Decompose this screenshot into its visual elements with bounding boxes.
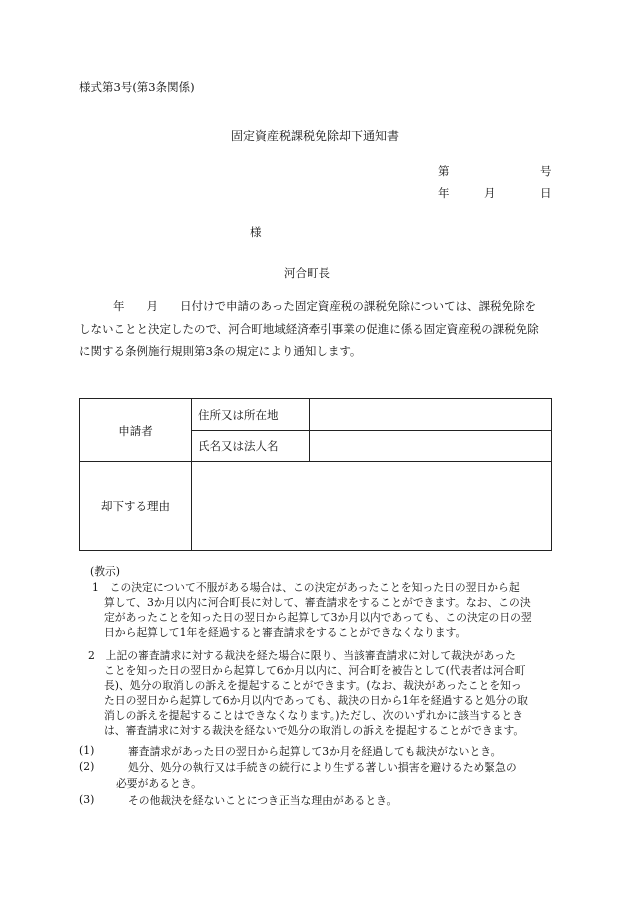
address-label: 住所又は所在地 (198, 408, 279, 422)
table-divider-applicant-reason (80, 461, 551, 462)
document-number-prefix: 第 (438, 164, 450, 178)
body-year-label: 年 (113, 299, 125, 313)
notice-sub-1-text: 審査請求があった日の翌日から起算して3か月を経過しても裁決がないとき。 (128, 745, 502, 758)
notice-item-2-line-5: 消しの訴えを提起することはできなくなります。)ただし、次のいずれかに該当するとき (104, 709, 524, 722)
date-day-label: 日 (540, 186, 552, 200)
notice-item-1-line-4: 日から起算して1年を経過すると審査請求をすることができなくなります。 (104, 626, 467, 639)
notice-item-2-line-6: は、審査請求に対する裁決を経ないで処分の取消しの訴えを提起することができます。 (104, 724, 525, 737)
notice-sub-3-number: (3) (79, 793, 95, 806)
issuer-name: 河合町長 (284, 266, 330, 280)
name-label: 氏名又は法人名 (198, 439, 279, 453)
date-month-label: 月 (484, 186, 496, 200)
notice-sub-2-text-line-2: 必要があるとき。 (116, 777, 202, 790)
notice-sub-2-text-line-1: 処分、処分の執行又は手続きの続行により生ずる著しい損害を避けるため緊急の (128, 761, 517, 774)
notice-item-2-line-1: 2 上記の審査請求に対する裁決を経た場合に限り、当該審査請求に対して裁決があった (88, 649, 516, 662)
notice-sub-2-number: (2) (79, 760, 95, 773)
notice-item-1-line-3: 定があったことを知った日の翌日から起算して3か月以内であっても、この決定の日の翌 (104, 611, 532, 624)
notice-heading: (教示) (90, 565, 121, 578)
body-line-2: しないことと決定したので、河合町地域経済牽引事業の促進に係る固定資産税の課税免除 (79, 322, 539, 336)
notice-item-1-line-1: 1 この決定について不服がある場合は、この決定があったことを知った日の翌日から起 (92, 581, 520, 594)
notice-item-2-line-3: 長)、処分の取消しの訴えを提起することができます。(なお、裁決があったことを知っ (104, 679, 522, 692)
document-title: 固定資産税課税免除却下通知書 (230, 129, 399, 143)
applicant-label: 申請者 (118, 424, 153, 438)
table-divider-label-value (309, 399, 310, 461)
notice-sub-1-number: (1) (79, 744, 95, 757)
body-line-1-text: 日付けで申請のあった固定資産税の課税免除については、課税免除を (180, 299, 537, 313)
addressee-honorific: 様 (250, 225, 262, 239)
name-value-field[interactable] (311, 431, 550, 460)
notice-sub-3-text: その他裁決を経ないことにつき正当な理由があるとき。 (128, 794, 398, 807)
body-month-label: 月 (146, 299, 158, 313)
notice-item-1-line-2: 算して、3か月以内に河合町長に対して、審査請求をすることができます。なお、この決 (104, 596, 531, 609)
applicant-info-table (79, 398, 552, 551)
notice-item-2-line-2: ことを知った日の翌日から起算して6か月以内に、河合町を被告として(代表者は河合町 (104, 664, 526, 677)
rejection-reason-field[interactable] (193, 463, 550, 549)
body-line-3: に関する条例施行規則第3条の規定により通知します。 (79, 344, 362, 358)
address-value-field[interactable] (311, 400, 550, 429)
notice-item-2-line-4: た日の翌日から起算して6か月以内であっても、裁決の日から1年を経過すると処分の取 (104, 694, 528, 707)
body-line-1 (79, 298, 536, 314)
date-year-label: 年 (438, 186, 450, 200)
form-number: 様式第3号(第3条関係) (79, 80, 195, 94)
table-divider-vertical (191, 399, 192, 550)
document-number-suffix: 号 (540, 164, 552, 178)
rejection-reason-label: 却下する理由 (101, 499, 170, 513)
